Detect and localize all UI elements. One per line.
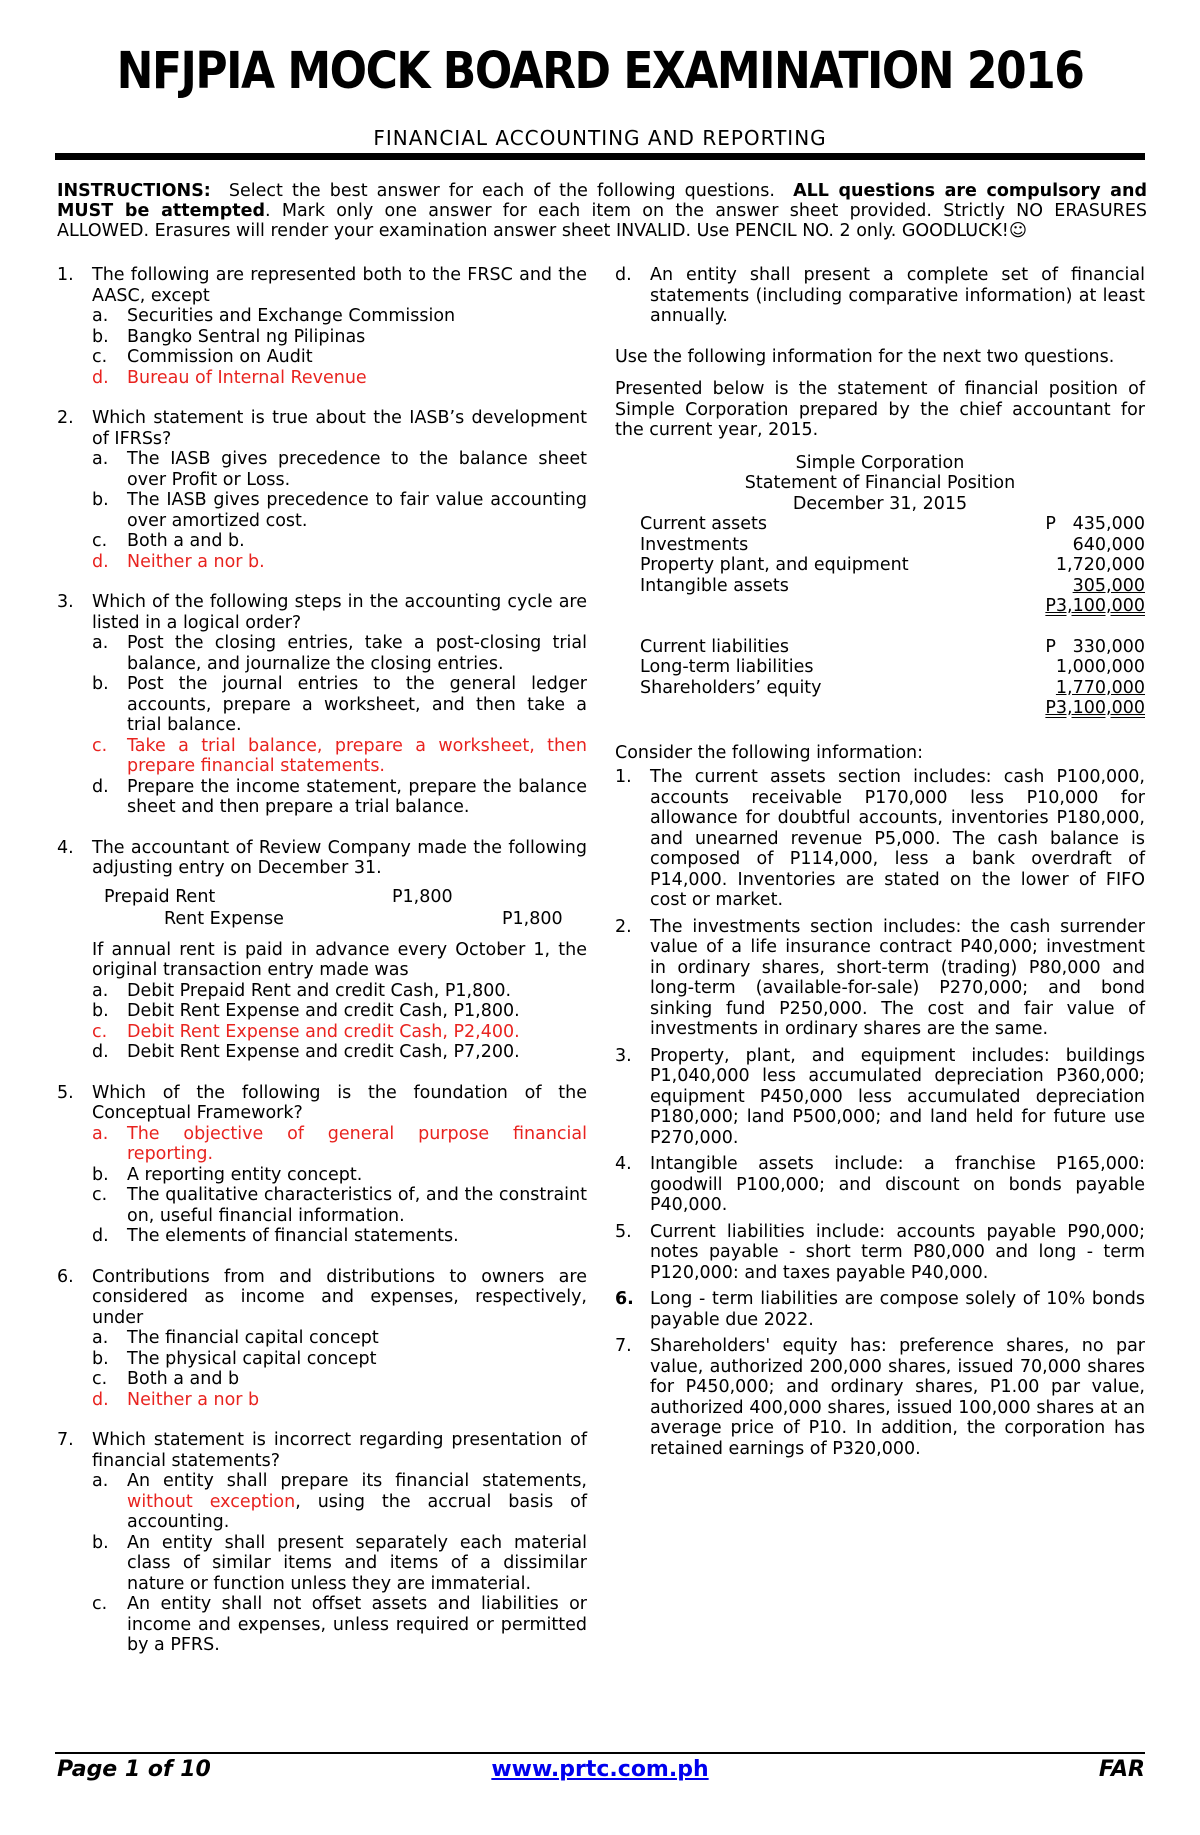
- option-a: a. An entity shall prepare its financial statements, without exception, using the accrual basis of accounting.: [92, 1471, 587, 1532]
- option-c: c. The qualitative characteristics of, and the constraint on, useful financial information.: [92, 1185, 587, 1226]
- question-number: 7.: [57, 1430, 74, 1450]
- option-b: b. Bangko Sentral ng Pilipinas: [92, 326, 366, 347]
- consider-heading: Consider the following information:: [615, 742, 924, 763]
- assets-total-row: P3,100,000: [1045, 596, 1145, 616]
- question-number: 2.: [57, 408, 74, 428]
- debit-account: Prepaid Rent: [104, 886, 216, 907]
- liabilities-total-row: P3,100,000: [1045, 698, 1145, 718]
- footer-divider: [55, 1752, 1145, 1754]
- question-number: 6.: [57, 1266, 74, 1287]
- statement-date: December 31, 2015: [792, 493, 968, 514]
- statement-of-financial-position: [615, 453, 1145, 719]
- question-number: 4.: [57, 837, 74, 858]
- instructions-text-1: Select the best answer for each of the following questions.: [228, 181, 775, 201]
- company-name: Simple Corporation: [795, 452, 965, 473]
- question-number: 3.: [57, 592, 74, 612]
- exam-subtitle: FINANCIAL ACCOUNTING AND REPORTING: [373, 126, 827, 150]
- right-column: [615, 265, 1145, 1465]
- option-b: b. Debit Rent Expense and credit Cash, P1,800.: [92, 1001, 520, 1021]
- instructions-label: INSTRUCTIONS:: [57, 181, 211, 201]
- question-7-option-d: d. An entity shall present a complete set of financial statements (including comparative information) at least annually.: [615, 265, 1145, 326]
- question-4: [57, 838, 587, 1063]
- info-item: 6. Long - term liabilities are compose solely of 10% bonds payable due 2022.: [615, 1289, 1145, 1330]
- option-b: b. The IASB gives precedence to fair value accounting over amortized cost.: [92, 490, 587, 531]
- question-text: Which statement is incorrect regarding presentation of financial statements?: [92, 1430, 587, 1471]
- option-a-answer: a. The objective of general purpose financial reporting.: [92, 1123, 587, 1164]
- option-a: a. Post the closing entries, take a post-closing trial balance, and journalize the closing entries.: [92, 633, 587, 674]
- page-number: Page 1 of 10: [57, 1757, 211, 1782]
- header-divider: [55, 153, 1145, 160]
- exam-title: NFJPIA MOCK BOARD EXAMINATION 2016: [116, 42, 1084, 101]
- option-a: a. The IASB gives precedence to the balance sheet over Profit or Loss.: [92, 449, 587, 490]
- question-number: 5.: [57, 1082, 74, 1103]
- option-b: b. The physical capital concept: [92, 1348, 377, 1369]
- subject-code: FAR: [1098, 1757, 1145, 1782]
- instructions-bold: ALL questions are compulsory and MUST be attempted: [57, 181, 1147, 221]
- info-item: 7. Shareholders' equity has: preference shares, no par value, authorized 200,000 shares, issued 70,000 shares for P450,000; and ordinary shares, P1.00 par value, authorized 400,000 shares, issued 100,000 shares at an average price of P10. In addition, the corporation has retained earnings of P320,000.: [615, 1336, 1145, 1459]
- option-d: d. The elements of financial statements.: [92, 1226, 459, 1246]
- info-item: 4. Intangible assets include: a franchise P165,000: goodwill P100,000; and discount on bonds payable P40,000.: [615, 1154, 1145, 1215]
- liability-row: Long-term liabilities 1,000,000: [640, 657, 1145, 677]
- question-2: [57, 408, 587, 572]
- statement-title: Statement of Financial Position: [744, 473, 1016, 493]
- option-c: c. Commission on Audit: [92, 347, 313, 367]
- option-d-answer: d. Neither a nor b: [92, 1389, 260, 1410]
- question-3: [57, 592, 587, 818]
- question-5: [57, 1083, 587, 1247]
- question-text: Which statement is true about the IASB’s development of IFRSs?: [92, 408, 587, 449]
- option-d: d. Debit Rent Expense and credit Cash, P7,200.: [92, 1042, 520, 1062]
- instructions-text-2: . Mark only one answer for each item on the answer sheet provided. Strictly NO ERASURES ALLOWED. Erasures will render your examination answer sheet INVALID. Use PENCIL NO. 2 only. GOODLUCK!: [57, 201, 1148, 241]
- left-column: [57, 265, 587, 1676]
- asset-row: Property plant, and equipment 1,720,000: [640, 555, 1145, 575]
- option-c: c. An entity shall not offset assets and liabilities or income and expenses, unless required or permitted by a PFRS.: [92, 1594, 587, 1655]
- option-a: a. Securities and Exchange Commission: [92, 306, 456, 326]
- option-c: c. Both a and b.: [92, 531, 245, 551]
- journal-entry-credit: [92, 909, 587, 930]
- liability-row: Current liabilities P 330,000: [640, 636, 1145, 657]
- emphasis-red: without exception: [127, 1491, 296, 1512]
- info-item: 5. Current liabilities include: accounts payable P90,000; notes payable - short term P80,000 and long - term P120,000: and taxes payable P40,000.: [615, 1221, 1145, 1283]
- journal-entry-debit: [92, 887, 587, 908]
- option-c: c. Both a and b: [92, 1369, 240, 1389]
- question-1: [57, 265, 587, 388]
- instructions: [57, 181, 1147, 241]
- question-text: Which of the following is the foundation of the Conceptual Framework?: [92, 1082, 587, 1123]
- credit-account: Rent Expense: [164, 909, 284, 929]
- credit-amount: P1,800: [502, 909, 563, 929]
- option-d-answer: d. Bureau of Internal Revenue: [92, 367, 367, 388]
- info-item: 3. Property, plant, and equipment includes: buildings P1,040,000 less accumulated depreciation P360,000; equipment P450,000 less accumulated depreciation P180,000; land P500,000; and land held for future use P270,000.: [615, 1045, 1145, 1148]
- question-7: [57, 1430, 587, 1656]
- equity-row: Shareholders’ equity 1,770,000: [640, 677, 1145, 698]
- option-a: a. Debit Prepaid Rent and credit Cash, P1,800.: [92, 980, 512, 1001]
- question-text-2: If annual rent is paid in advance every October 1, the original transaction entry made was: [92, 939, 587, 980]
- case-description: Presented below is the statement of financial position of Simple Corporation prepared by the chief accountant for the current year, 2015.: [615, 379, 1145, 440]
- option-c-answer: c. Debit Rent Expense and credit Cash, P2,400.: [92, 1021, 520, 1042]
- question-text: The following are represented both to the FRSC and the AASC, except: [92, 265, 587, 306]
- website-link[interactable]: www.prtc.com.ph: [491, 1757, 709, 1782]
- debit-amount: P1,800: [392, 886, 453, 907]
- smiley-icon: ☺: [1008, 221, 1028, 241]
- option-d-answer: d. Neither a nor b.: [92, 551, 265, 572]
- option-b: b. An entity shall present separately each material class of similar items and items of a dissimilar nature or function unless they are immaterial.: [92, 1532, 587, 1594]
- option-a: a. The financial capital concept: [92, 1328, 379, 1348]
- question-text: Contributions from and distributions to owners are considered as income and expenses, respectively, under: [92, 1266, 587, 1328]
- info-item: 1. The current assets section includes: cash P100,000, accounts receivable P170,000 less P10,000 for allowance for doubtful accounts, inventories P180,000, and unearned revenue P5,000. The cash balance is composed of P114,000, less a bank overdraft of P14,000. Inventories are stated on the lower of FIFO cost or market.: [615, 767, 1145, 910]
- question-text: The accountant of Review Company made the following adjusting entry on December 31.: [92, 837, 587, 878]
- asset-row: Current assets P 435,000: [640, 514, 1145, 534]
- asset-row: Investments 640,000: [640, 534, 1145, 555]
- asset-row: Intangible assets 305,000: [640, 575, 1145, 596]
- question-number: 1.: [57, 265, 74, 285]
- case-intro: Use the following information for the next two questions.: [615, 346, 1115, 367]
- option-c-answer: c. Take a trial balance, prepare a worksheet, then prepare financial statements.: [92, 735, 587, 776]
- info-item: 2. The investments section includes: the cash surrender value of a life insurance contract P40,000; investment in ordinary shares, short-term (trading) P80,000 and long-term (available-for-sale) P270,000; and bond sinking fund P250,000. The cost and fair value of investments in ordinary shares are the same.: [615, 916, 1145, 1039]
- option-b: b. A reporting entity concept.: [92, 1164, 363, 1185]
- question-6: [57, 1267, 587, 1411]
- option-d: d. Prepare the income statement, prepare the balance sheet and then prepare a trial balance.: [92, 776, 587, 817]
- option-b: b. Post the journal entries to the general ledger accounts, prepare a worksheet, and then take a trial balance.: [92, 674, 587, 735]
- question-text: Which of the following steps in the accounting cycle are listed in a logical order?: [92, 592, 587, 633]
